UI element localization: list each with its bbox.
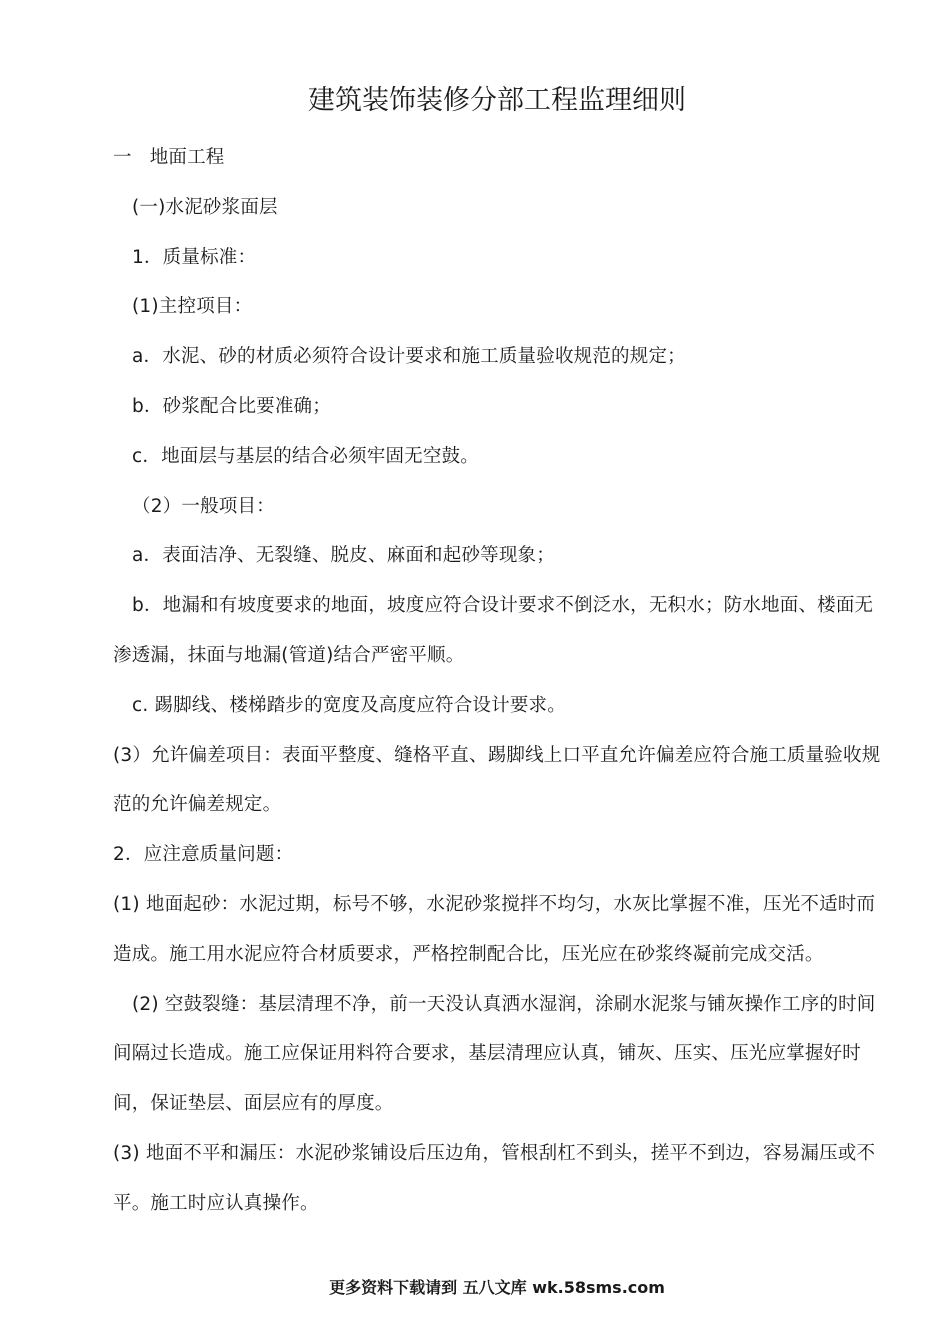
section-title: 地面工程: [149, 147, 225, 168]
section-number: 一: [113, 147, 132, 168]
list-item: b．砂浆配合比要准确；: [132, 395, 331, 417]
paragraph-issue-sanding: (1) 地面起砂：水泥过期，标号不够，水泥砂浆搅拌不均匀，水灰比掌握不准，压光不适时而造成。施工用水泥应符合材质要求，严格控制配合比，压光应在砂浆终凝前完成交活。: [113, 893, 876, 965]
section-heading: [113, 133, 885, 183]
document-body: [113, 133, 885, 1229]
paragraph-issue-hollowing: [113, 980, 885, 1129]
paragraph-main-items: (1)主控项目：: [132, 296, 253, 318]
list-item: a．表面洁净、无裂缝、脱皮、麻面和起砂等现象；: [132, 545, 555, 567]
paragraph-general-items: （2）一般项目：: [132, 495, 275, 517]
subsection-heading: (一)水泥砂浆面层: [132, 196, 278, 218]
paragraph-quality-issues: 2．应注意质量问题：: [113, 844, 294, 866]
paragraph-quality-standard: 1．质量标准：: [132, 246, 257, 268]
list-item: c．地面层与基层的结合必须牢固无空鼓。: [132, 445, 479, 467]
list-item: [113, 581, 885, 681]
paragraph-tolerance: (3）允许偏差项目：表面平整度、缝格平直、踢脚线上口平直允许偏差应符合施工质量验收规范的允许偏差规定。: [113, 744, 881, 816]
document-title: 建筑装饰装修分部工程监理细则: [308, 85, 686, 116]
paragraph-issue-hollowing-text: (2) 空鼓裂缝：基层清理不净，前一天没认真洒水湿润，涂刷水泥浆与铺灰操作工序的时间间隔过长造成。施工应保证用料符合要求，基层清理应认真，铺灰、压实、压光应掌握好时间，保证垫层、面层应有的厚度。: [113, 993, 876, 1115]
paragraph-issue-uneven: (3) 地面不平和漏压：水泥砂浆铺设后压边角，管根刮杠不到头，搓平不到边，容易漏压或不平。施工时应认真操作。: [113, 1142, 876, 1214]
footer-note: 更多资料下载请到 五八文库 wk.58sms.com: [329, 1278, 665, 1297]
list-item-text: b．地漏和有坡度要求的地面，坡度应符合设计要求不倒泛水，无积水；防水地面、楼面无渗透漏，抹面与地漏(管道)结合严密平顺。: [113, 595, 874, 666]
list-item: a．水泥、砂的材质必须符合设计要求和施工质量验收规范的规定；: [132, 346, 686, 368]
list-item: c. 踢脚线、楼梯踏步的宽度及高度应符合设计要求。: [132, 694, 566, 716]
